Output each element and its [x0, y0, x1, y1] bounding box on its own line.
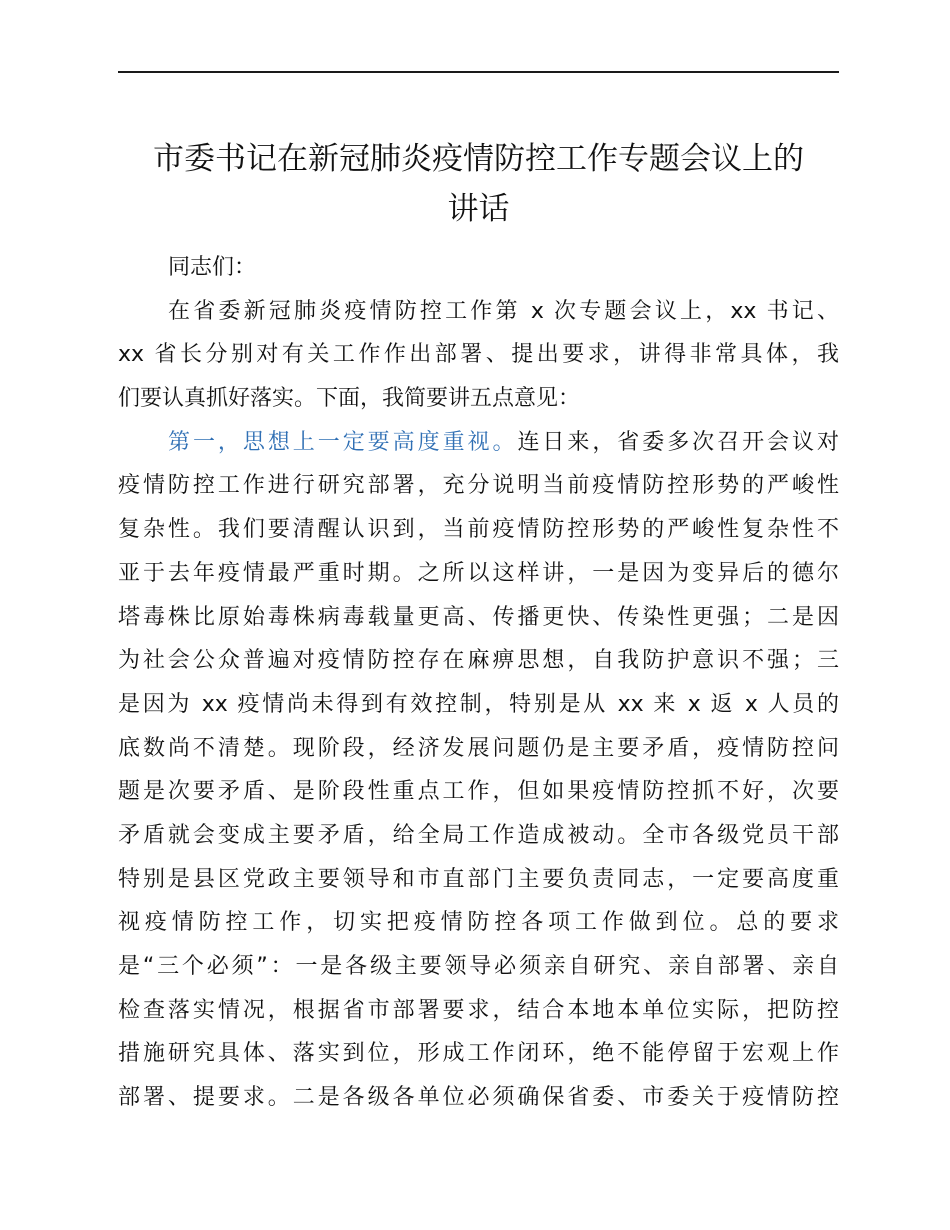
body-line-text: 是“三个必须”：一是各级主要领导必须亲自研究、亲自部署、亲自 [118, 954, 839, 979]
body-line [118, 683, 839, 727]
body-line [118, 989, 839, 1033]
body-line-text: 部署、提要求。二是各级各单位必须确保省委、市委关于疫情防控 [118, 1085, 839, 1111]
document-title [118, 134, 839, 234]
header-rule [118, 71, 839, 73]
body-line-text: 底数尚不清楚。现阶段，经济发展问题仍是主要矛盾，疫情防控问 [118, 735, 839, 761]
body-line [118, 552, 839, 596]
body-line [118, 945, 839, 989]
body-line-text: 连日来，省委多次召开会议对 [517, 429, 839, 455]
body-line-text: xx 省长分别对有关工作作出部署、提出要求，讲得非常具体，我 [118, 342, 839, 368]
body-line [118, 596, 839, 640]
body-line-text: 们要认真抓好落实。下面，我简要讲五点意见： [118, 386, 581, 412]
body-line-text: 题是次要矛盾、是阶段性重点工作，但如果疫情防控抓不好，次要 [118, 779, 839, 805]
body-line [118, 333, 839, 377]
body-line-text: 在省委新冠肺炎疫情防控工作第 x 次专题会议上，xx 书记、 [168, 298, 839, 324]
body-line-text: 措施研究具体、落实到位，形成工作闭环，绝不能停留于宏观上作 [118, 1041, 839, 1067]
title-line-2: 讲话 [447, 191, 510, 227]
section-heading: 第一，思想上一定要高度重视。 [168, 429, 518, 455]
body-line [118, 770, 839, 814]
body-line [118, 290, 839, 334]
body-line-text: 疫情防控工作进行研究部署，充分说明当前疫情防控形势的严峻性 [118, 473, 839, 499]
body-line-text: 检查落实情况，根据省市部署要求，结合本地本单位实际，把防控 [118, 997, 839, 1023]
body-line-text: 同志们： [168, 255, 257, 280]
body-line-text: 复杂性。我们要清醒认识到，当前疫情防控形势的严峻性复杂性不 [118, 517, 839, 543]
body-line [118, 377, 839, 421]
body-line [118, 1032, 839, 1076]
body-line [118, 246, 839, 290]
body-line-text: 矛盾就会变成主要矛盾，给全局工作造成被动。全市各级党员干部 [118, 822, 839, 848]
body-line [118, 421, 839, 465]
body-line [118, 639, 839, 683]
body-line [118, 814, 839, 858]
body-line [118, 1076, 839, 1120]
body-line [118, 901, 839, 945]
body-line-text: 亚于去年疫情最严重时期。之所以这样讲，一是因为变异后的德尔 [118, 560, 839, 586]
body-line [118, 508, 839, 552]
body-line-text: 视疫情防控工作，切实把疫情防控各项工作做到位。总的要求 [118, 910, 839, 936]
body-line-text: 为社会公众普遍对疫情防控存在麻痹思想，自我防护意识不强；三 [118, 648, 839, 674]
body-line [118, 727, 839, 771]
body-line-text: 塔毒株比原始毒株病毒载量更高、传播更快、传染性更强；二是因 [118, 604, 839, 630]
document-body [118, 246, 839, 1120]
title-line-1: 市委书记在新冠肺炎疫情防控工作专题会议上的 [153, 141, 804, 177]
body-line-text: 是因为 xx 疫情尚未得到有效控制，特别是从 xx 来 x 返 x 人员的 [118, 691, 839, 717]
body-line [118, 464, 839, 508]
body-line-text: 特别是县区党政主要领导和市直部门主要负责同志，一定要高度重 [118, 866, 839, 892]
body-line [118, 858, 839, 902]
